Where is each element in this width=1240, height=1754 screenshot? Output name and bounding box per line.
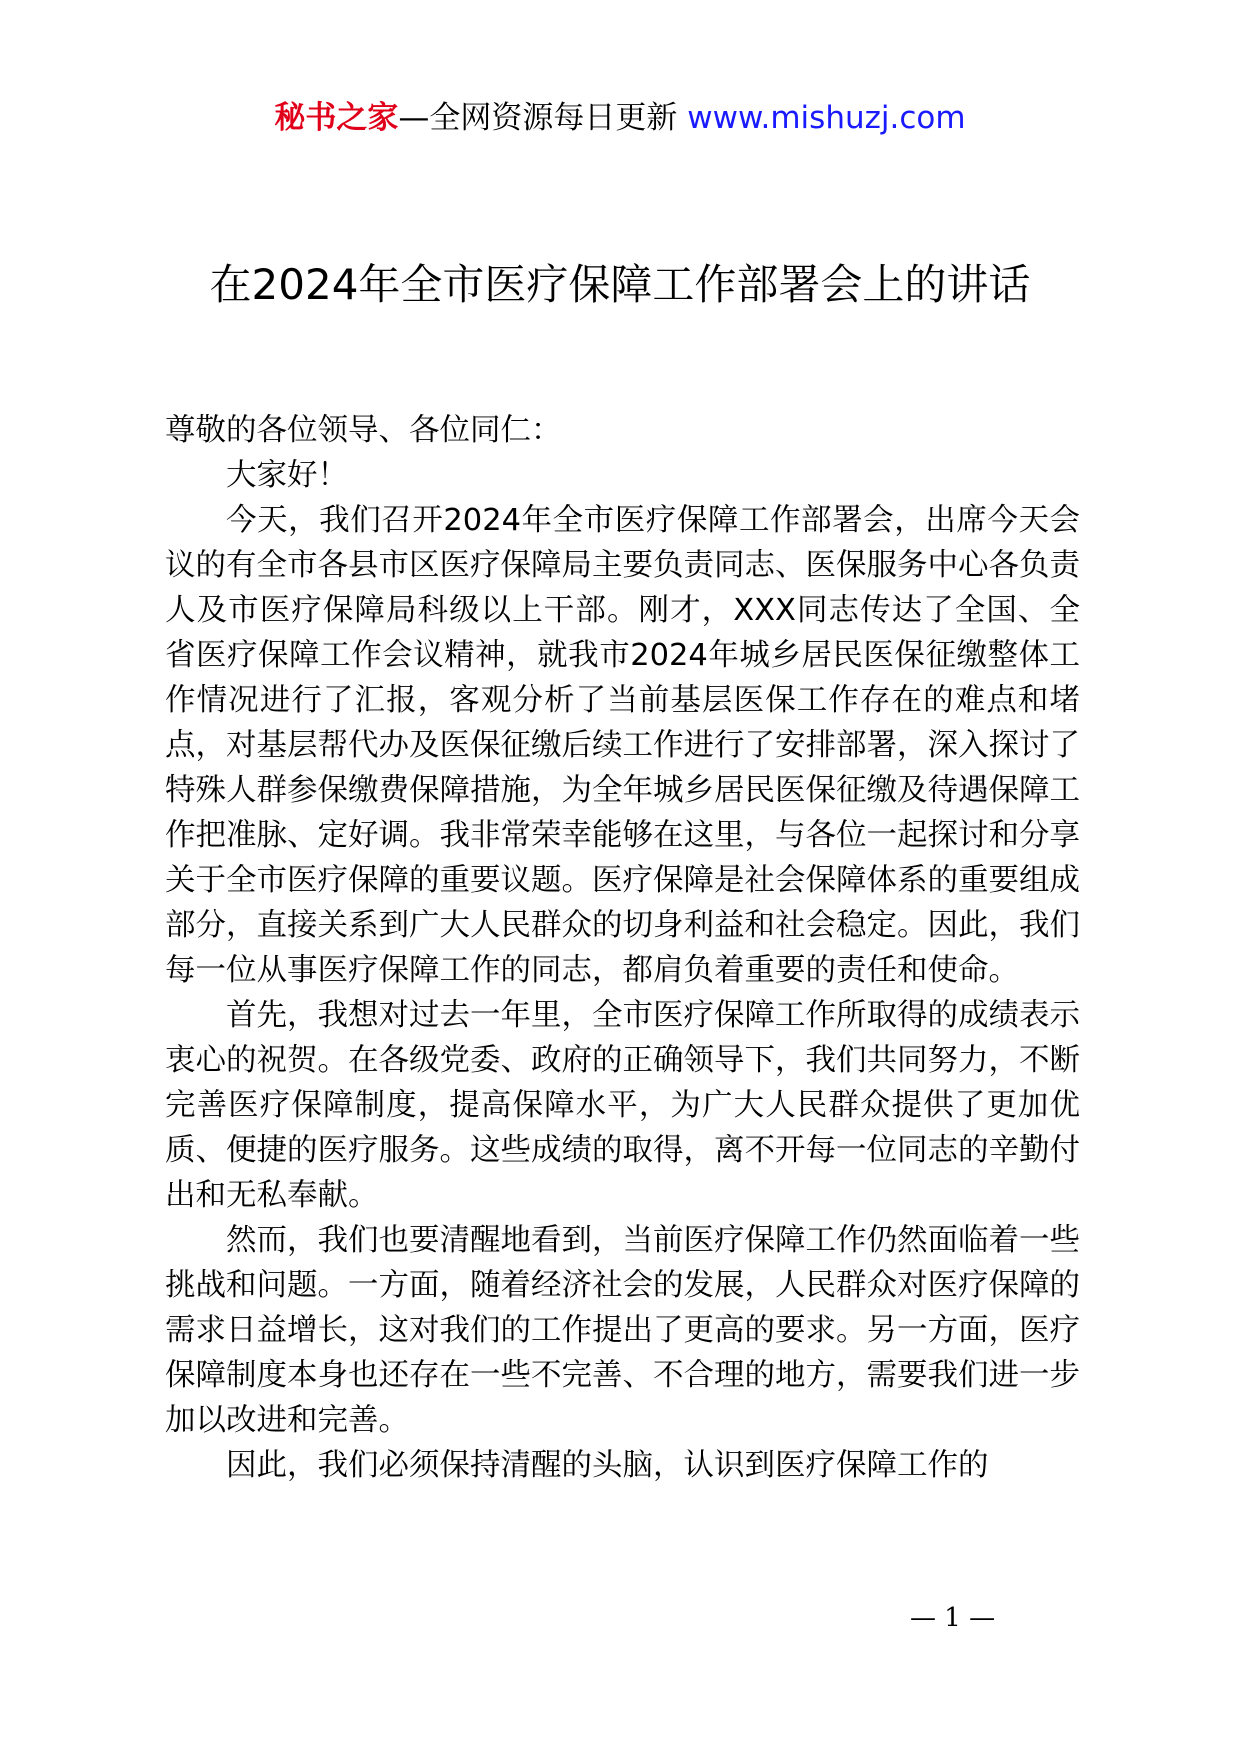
salutation: 尊敬的各位领导、各位同仁： bbox=[165, 413, 562, 448]
paragraph-2: 首先，我想对过去一年里，全市医疗保障工作所取得的成绩表示衷心的祝贺。在各级党委、政府的正确领导下，我们共同努力，不断完善医疗保障制度，提高保障水平，为广大人民群众提供了更加优质、便捷的医疗服务。这些成绩的取得，离不开每一位同志的辛勤付出和无私奉献。 bbox=[165, 998, 1080, 1213]
site-url-link[interactable]: www.mishuzj.com bbox=[687, 100, 966, 136]
document-body bbox=[165, 408, 1080, 1488]
document-title: 在2024年全市医疗保障工作部署会上的讲话 bbox=[209, 260, 1031, 309]
site-tagline: —全网资源每日更新 bbox=[398, 100, 678, 136]
paragraph-4: 因此，我们必须保持清醒的头脑，认识到医疗保障工作的 bbox=[226, 1448, 989, 1483]
page-number: — 1 — bbox=[910, 1603, 996, 1633]
site-header bbox=[0, 98, 1240, 138]
paragraph-3: 然而，我们也要清醒地看到，当前医疗保障工作仍然面临着一些挑战和问题。一方面，随着经济社会的发展，人民群众对医疗保障的需求日益增长，这对我们的工作提出了更高的要求。另一方面，医疗保障制度本身也还存在一些不完善、不合理的地方，需要我们进一步加以改进和完善。 bbox=[165, 1223, 1080, 1438]
site-brand: 秘书之家 bbox=[274, 100, 399, 136]
greeting: 大家好！ bbox=[226, 458, 348, 493]
paragraph-1: 今天，我们召开2024年全市医疗保障工作部署会，出席今天会议的有全市各县市区医疗保障局主要负责同志、医保服务中心各负责人及市医疗保障局科级以上干部。刚才，XXX同志传达了全国、全省医疗保障工作会议精神，就我市2024年城乡居民医保征缴整体工作情况进行了汇报，客观分析了当前基层医保工作存在的难点和堵点，对基层帮代办及医保征缴后续工作进行了安排部署，深入探讨了特殊人群参保缴费保障措施，为全年城乡居民医保征缴及待遇保障工作把准脉、定好调。我非常荣幸能够在这里，与各位一起探讨和分享关于全市医疗保障的重要议题。医疗保障是社会保障体系的重要组成部分，直接关系到广大人民群众的切身利益和社会稳定。因此，我们每一位从事医疗保障工作的同志，都肩负着重要的责任和使命。 bbox=[165, 503, 1080, 988]
